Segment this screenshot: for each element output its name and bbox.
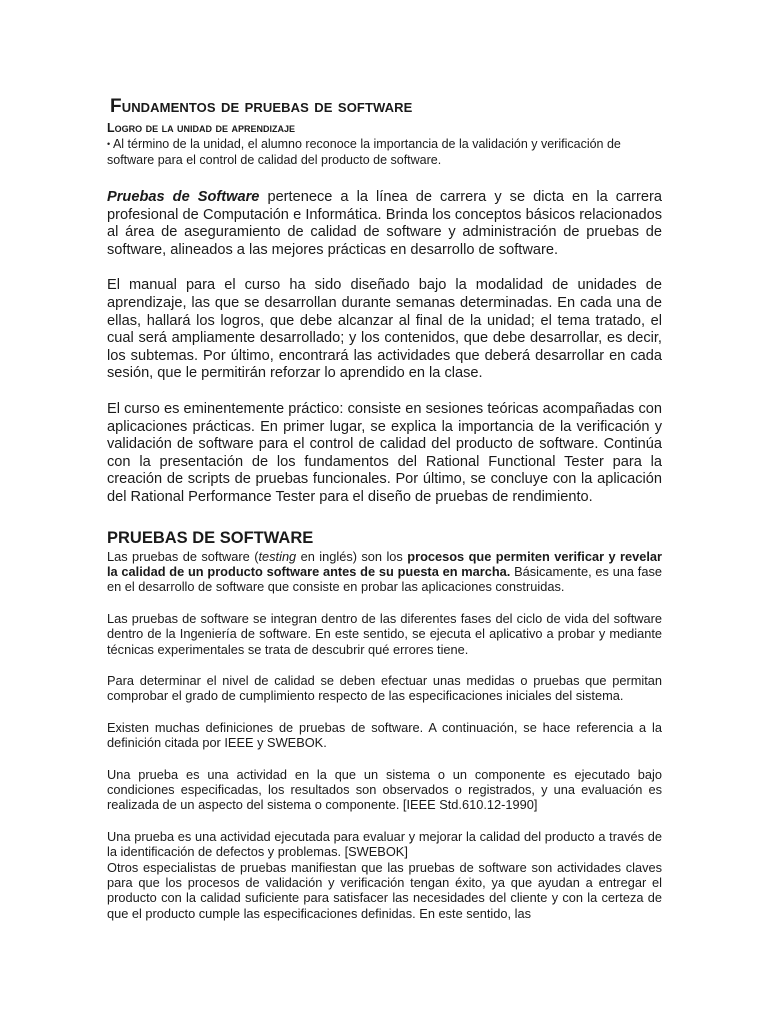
section-paragraph-5: Una prueba es una actividad en la que un sistema o un componente es ejecutado bajo condiciones especificadas, los resultados son observados o registrados, y una evaluación es realizada de un aspecto del sistema o componente. [IEEE Std.610.12-1990]	[107, 766, 662, 813]
section-paragraph-7: Otros especialistas de pruebas manifiestan que las pruebas de software son actividades claves para que los procesos de validación y verificación tengan éxito, ya que ayudan a entregar el producto con la calidad suficiente para satisfacer las necesidades del cliente y con la certeza de que el producto cumple las especificaciones definidas. En este sentido, las	[107, 859, 662, 921]
learning-goal-text: Al término de la unidad, el alumno reconoce la importancia de la validación y verificación de software para el control de calidad del producto de software.	[107, 137, 621, 167]
intro-paragraph-3: El curso es eminentemente práctico: consiste en sesiones teóricas acompañadas con aplicaciones prácticas. En primer lugar, se explica la importancia de la verificación y validación de software para el control de calidad del producto de software. Continúa con la presentación de los fundamentos del Rational Functional Tester para la creación de scripts de pruebas funcionales. Por último, se concluye con la aplicación del Rational Performance Tester para el diseño de pruebas de rendimiento.	[107, 400, 662, 505]
section-paragraph-3: Para determinar el nivel de calidad se deben efectuar unas medidas o pruebas que permitan comprobar el grado de cumplimiento respecto de las especificaciones iniciales del sistema.	[107, 672, 662, 704]
intro-paragraph-1: Pruebas de Software pertenece a la línea de carrera y se dicta en la carrera profesional de Computación e Informática. Brinda los conceptos básicos relacionados al área de aseguramiento de calidad de software y administración de pruebas de software, alineados a las mejores prácticas en desarrollo de software.	[107, 189, 662, 258]
section-paragraph-2: Las pruebas de software se integran dentro de las diferentes fases del ciclo de vida del software dentro de la Ingeniería de software. En este sentido, se ejecuta el aplicativo a probar y mediante técnicas experimentales se trata de descubrir qué errores tiene.	[107, 610, 662, 657]
bullet-icon: •	[107, 139, 111, 149]
learning-goal-heading: Logro de la unidad de aprendizaje	[107, 121, 296, 135]
section-paragraph-4: Existen muchas definiciones de pruebas de software. A continuación, se hace referencia a la definición citada por IEEE y SWEBOK.	[107, 719, 662, 751]
section-heading: PRUEBAS DE SOFTWARE	[107, 528, 314, 547]
intro-paragraph-2: El manual para el curso ha sido diseñado bajo la modalidad de unidades de aprendizaje, las que se desarrollan durante semanas determinadas. En cada una de ellas, hallará los logros, que debe alcanzar al final de la unidad; el tema tratado, el cual será ampliamente desarrollado; y los contenidos, que debe desarrollar, es decir, los subtemas. Por último, encontrará las actividades que deberá desarrollar en cada sesión, que le permitirán reforzar lo aprendido en la clase.	[107, 277, 662, 382]
course-name: Pruebas de Software	[107, 189, 260, 205]
section-paragraph-1: Las pruebas de software (testing en inglés) son los procesos que permiten verificar y revelar la calidad de un producto software antes de su puesta en marcha. Básicamente, es una fase en el desarrollo de software que consiste en probar las aplicaciones construidas.	[107, 548, 663, 595]
learning-goal-item	[107, 136, 662, 168]
page-title: Fundamentos de pruebas de software	[110, 96, 413, 117]
section-paragraph-6: Una prueba es una actividad ejecutada para evaluar y mejorar la calidad del producto a través de la identificación de defectos y problemas. [SWEBOK]	[107, 828, 662, 860]
